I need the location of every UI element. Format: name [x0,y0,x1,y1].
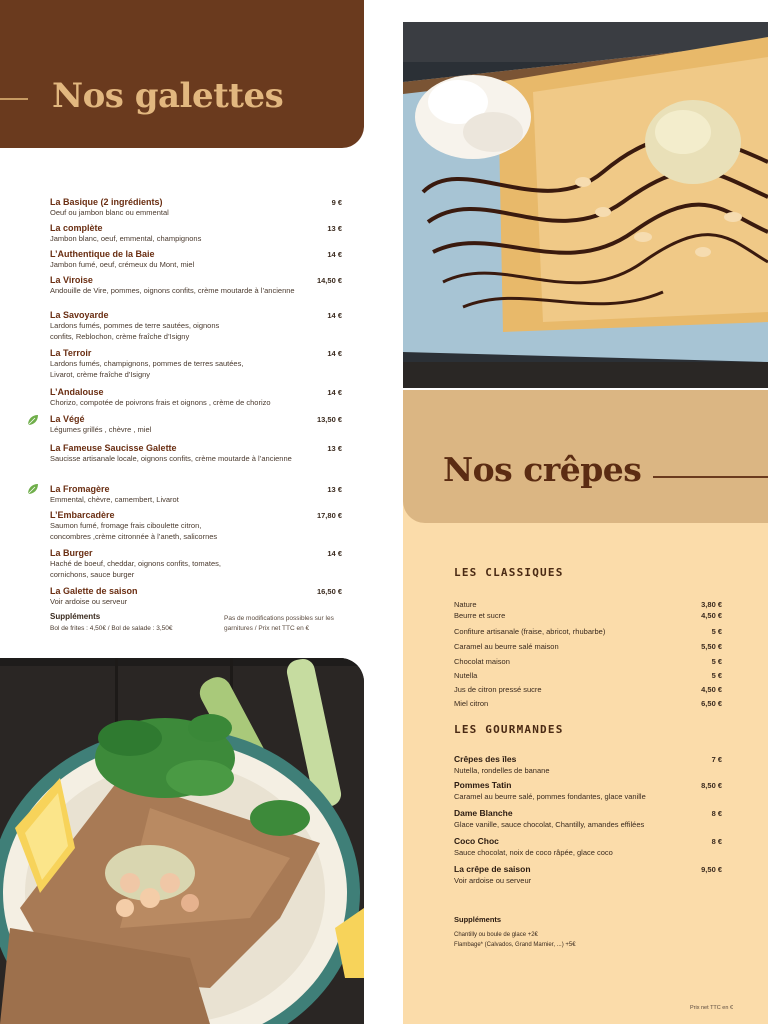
item-price: 4,50 € [701,611,722,620]
galettes-supplements-title: Suppléments [50,612,101,621]
item-desc: confits, Reblochon, crème fraîche d’Isigny [50,332,190,341]
menu-item [50,548,342,580]
item-desc: Jambon fumé, oeuf, crémeux du Mont, miel [50,260,195,269]
menu-item [454,627,722,636]
galettes-header [0,0,364,148]
item-name: La Galette de saison [50,586,138,596]
item-desc: cornichons, sauce burger [50,570,135,579]
item-price: 5 € [711,671,722,680]
crepes-supplements-title: Suppléments [454,915,502,924]
galettes-note: Pas de modifications possibles sur les garnitures / Prix net TTC en € [224,615,334,632]
item-name: Nutella [454,671,478,680]
item-desc: Haché de boeuf, cheddar, oignons confits, tomates, [50,559,221,568]
menu-item [454,596,722,609]
menu-item [454,685,722,694]
item-name: L’Authentique de la Baie [50,249,155,259]
menu-item [454,808,722,829]
item-price: 13 € [327,444,342,453]
menu-item [454,671,722,680]
item-price: 9,50 € [701,865,722,874]
item-name: La Viroise [50,275,93,285]
item-name: Pommes Tatin [454,780,512,790]
item-name: Nature [454,600,477,609]
item-name: Chocolat maison [454,657,510,666]
menu-item [454,754,722,775]
galette-photo [0,658,364,1024]
item-name: Confiture artisanale (fraise, abricot, rhubarbe) [454,627,606,636]
item-price: 16,50 € [316,587,342,596]
menu-item [50,414,342,435]
item-price: 5 € [711,657,722,666]
menu-item [50,443,342,464]
crepes-supplement-line: Flambage* (Calvados, Grand Marnier, ...) +5€ [454,942,576,948]
menu-item [50,223,342,244]
menu-item [454,611,722,620]
item-desc: Andouille de Vire, pommes, oignons confits, crème moutarde à l’ancienne [50,286,295,295]
item-price: 14 € [327,311,342,320]
item-price: 8 € [711,809,722,818]
menu-item [50,310,342,342]
menu-item [50,348,342,380]
item-price: 3,80 € [701,600,722,609]
galettes-title: Nos galettes [52,76,284,116]
item-price: 5 € [711,627,722,636]
item-price: 4,50 € [701,685,722,694]
galettes-supplements-text: Bol de frites : 4,50€ / Bol de salade : 3,50€ [50,625,173,632]
item-name: L’Andalouse [50,387,104,397]
item-desc: Nutella, rondelles de banane [454,766,550,775]
item-name: L’Embarcadère [50,510,115,520]
item-price: 7 € [711,755,722,764]
gourmandes-title: LES GOURMANDES [454,723,564,736]
item-name: Jus de citron pressé sucre [454,685,542,694]
item-name: Coco Choc [454,836,499,846]
item-name: La Fameuse Saucisse Galette [50,443,177,453]
menu-item [50,586,342,607]
item-name: La Fromagère [50,484,110,494]
item-desc: Caramel au beurre salé, pommes fondantes, glace vanille [454,792,646,801]
menu-item [454,699,722,708]
menu-item [50,484,342,505]
item-desc: Voir ardoise ou serveur [50,597,128,606]
header-rule [653,476,768,478]
menu-item [50,387,342,408]
item-price: 13 € [327,485,342,494]
crepe-photo [403,22,768,388]
item-desc: Légumes grillés , chèvre , miel [50,425,152,434]
crepes-header [403,390,768,523]
item-price: 13,50 € [316,415,342,424]
item-desc: Saucisse artisanale locale, oignons confits, crème moutarde à l’ancienne [50,454,292,463]
item-price: 14 € [327,250,342,259]
item-desc: Glace vanille, sauce chocolat, Chantilly, amandes effilées [454,820,645,829]
item-price: 14 € [327,349,342,358]
item-price: 13 € [327,224,342,233]
item-price: 5,50 € [701,642,722,651]
item-name: La Basique (2 ingrédients) [50,197,163,207]
crepes-title: Nos crêpes [443,450,642,489]
crepes-footer-note: Prix net TTC en € [690,1005,733,1011]
item-desc: Saumon fumé, fromage frais ciboulette citron, [50,521,202,530]
item-name: La Burger [50,548,93,558]
item-desc: Livarot, crème fraîche d’Isigny [50,370,151,379]
item-name: Miel citron [454,699,489,708]
menu-item [454,836,722,857]
menu-item [454,642,722,651]
menu-item [454,657,722,666]
header-rule [0,98,28,100]
menu-item [50,197,342,218]
item-price: 6,50 € [701,699,722,708]
item-desc: Sauce chocolat, noix de coco râpée, glace coco [454,848,613,857]
item-name: La Terroir [50,348,92,358]
item-desc: Jambon blanc, oeuf, emmental, champignons [50,234,202,243]
item-name: La Savoyarde [50,310,109,320]
item-price: 14 € [327,549,342,558]
item-price: 17,80 € [316,511,342,520]
menu-item [454,780,722,801]
item-name: Dame Blanche [454,808,513,818]
menu-item [454,864,722,885]
item-name: Crêpes des îles [454,754,517,764]
leaf-icon [26,482,40,496]
item-desc: concombres ,crème citronnée à l’aneth, salicornes [50,532,218,541]
item-name: La complète [50,223,103,233]
item-price: 14,50 € [316,276,342,285]
classiques-title: LES CLASSIQUES [454,566,564,579]
item-desc: Emmental, chèvre, camembert, Livarot [50,495,179,504]
item-desc: Lardons fumés, champignons, pommes de terres sautées, [50,359,244,368]
menu-item [50,275,342,296]
item-desc: Chorizo, compotée de poivrons frais et oignons , crème de chorizo [50,398,271,407]
item-price: 8 € [711,837,722,846]
item-desc: Voir ardoise ou serveur [454,876,532,885]
item-name: Caramel au beurre salé maison [454,642,559,651]
item-price: 14 € [327,388,342,397]
item-price: 9 € [331,198,342,207]
item-name: La Végé [50,414,85,424]
item-desc: Oeuf ou jambon blanc ou emmental [50,208,169,217]
leaf-icon [26,413,40,427]
item-name: La crêpe de saison [454,864,531,874]
menu-item [50,510,342,542]
menu-item [50,249,342,270]
item-desc: Lardons fumés, pommes de terre sautées, oignons [50,321,220,330]
item-price: 8,50 € [701,781,722,790]
crepes-supplement-line: Chantilly ou boule de glace +2€ [454,932,538,938]
item-name: Beurre et sucre [454,611,506,620]
